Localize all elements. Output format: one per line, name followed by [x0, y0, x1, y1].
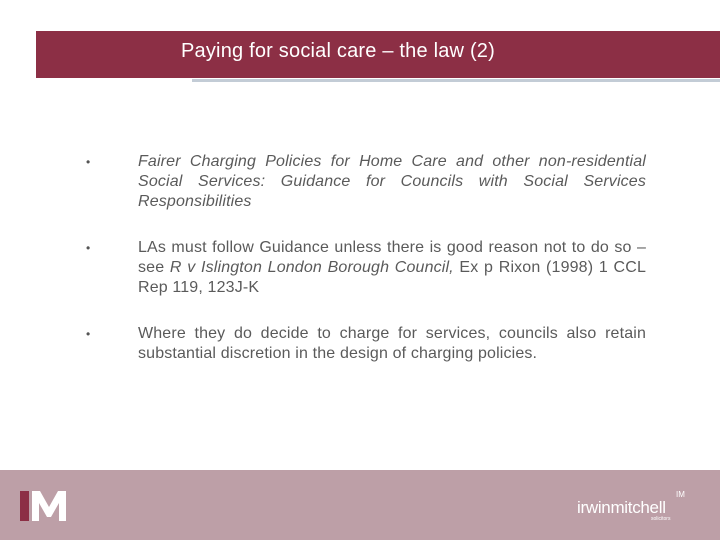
bullet-item-2: [86, 238, 646, 298]
bullet-marker: •: [86, 241, 91, 255]
bullet-text: Where they do decide to charge for services, councils also retain substantial discretion in the design of charging policies.: [138, 325, 646, 362]
brand-mark-icon: IM: [676, 490, 685, 499]
bullet-text-post: Ex p Rixon (1998) 1 CCL Rep 119, 123J-K: [138, 259, 646, 296]
brand-name: irwinmitchell: [577, 498, 666, 517]
bullet-marker: •: [86, 327, 91, 341]
bullet-text: Fairer Charging Policies for Home Care and other non-residential Social Services: Guidance for Councils with Social Services Responsibilities: [138, 153, 646, 210]
bullet-text-pre: LAs must follow Guidance unless there is good reason not to do so – see: [138, 239, 646, 276]
title-underline: [192, 79, 720, 82]
case-name: R v Islington London Borough Council,: [169, 259, 454, 276]
bullet-item-3: [86, 324, 646, 364]
im-logo-icon: [20, 491, 68, 521]
bullet-item-1: [86, 152, 646, 212]
bullet-list: [86, 152, 646, 390]
brand-subtitle: solicitors: [651, 516, 671, 522]
slide-title: Paying for social care – the law (2): [180, 40, 495, 62]
bullet-marker: •: [86, 155, 91, 169]
title-bar: [36, 31, 720, 78]
bullet-text: [138, 238, 646, 298]
